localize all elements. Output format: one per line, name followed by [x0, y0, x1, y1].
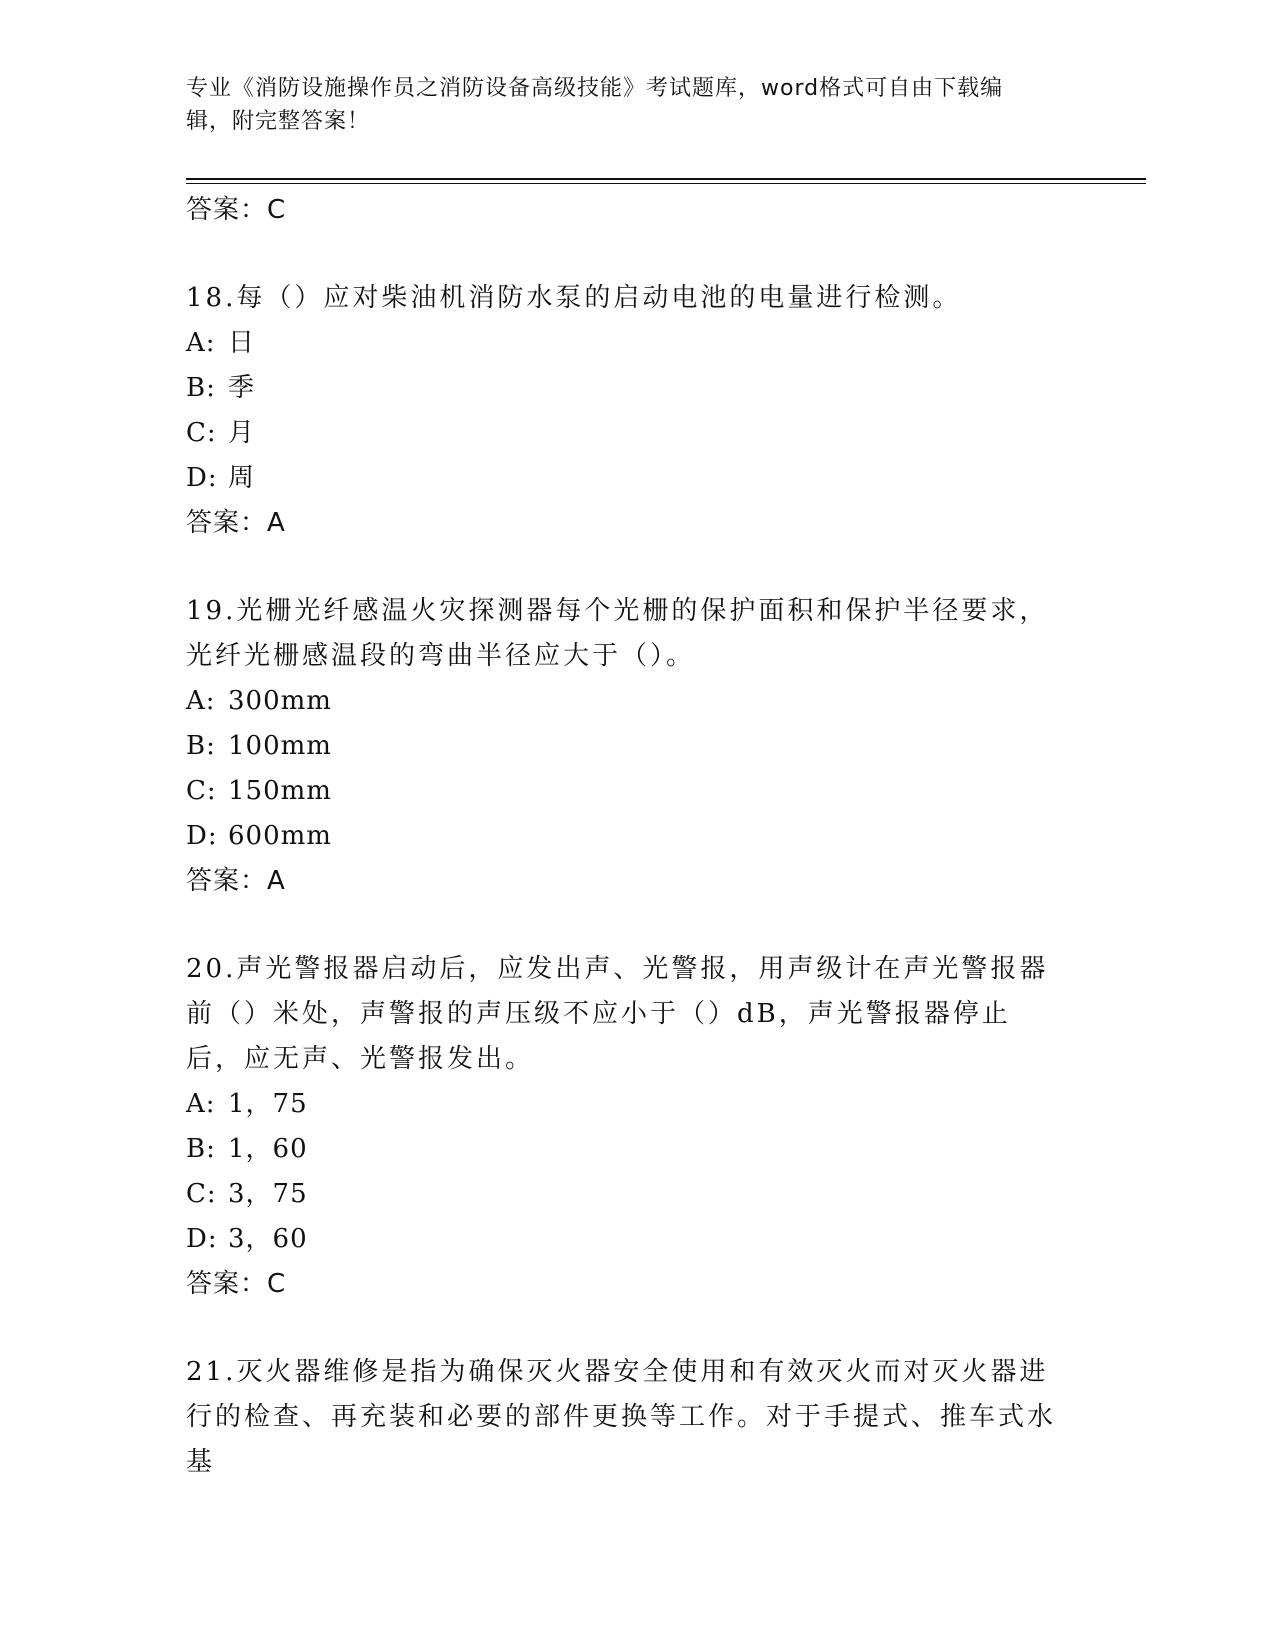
option-c	[186, 1172, 1086, 1217]
answer-line: 答案：A	[186, 866, 286, 896]
header-divider	[186, 178, 1146, 180]
option-text: 月	[228, 418, 256, 448]
option-d	[186, 814, 1086, 859]
option-a	[186, 1082, 1086, 1127]
option-d	[186, 456, 1086, 501]
question-stem: 19.光栅光纤感温火灾探测器每个光栅的保护面积和保护半径要求，光纤光栅感温段的弯曲半径应大于（）。	[186, 596, 1049, 671]
option-b	[186, 1127, 1086, 1172]
answer-line: 答案：C	[186, 1269, 287, 1299]
option-text: 1，75	[228, 1089, 308, 1119]
header-line-1: 专业《消防设施操作员之消防设备高级技能》考试题库，word格式可自由下载编	[186, 76, 1004, 101]
option-text: 季	[228, 373, 256, 403]
question-stem: 21.灭火器维修是指为确保灭火器安全使用和有效灭火而对灭火器进行的检查、再充装和必要的部件更换等工作。对于手提式、推车式水基	[186, 1357, 1057, 1477]
option-text: 3，75	[228, 1179, 308, 1209]
option-key: A:	[186, 1089, 216, 1119]
header-line-2: 辑，附完整答案！	[186, 109, 371, 134]
option-c	[186, 411, 1086, 456]
option-key: C:	[186, 776, 217, 806]
option-text: 100mm	[228, 731, 332, 761]
option-key: A:	[186, 328, 216, 358]
option-key: B:	[186, 731, 216, 761]
option-key: D:	[186, 463, 218, 493]
question-20	[186, 947, 1086, 1307]
option-text: 日	[228, 328, 256, 358]
page-header	[186, 72, 1066, 138]
option-text: 300mm	[228, 686, 332, 716]
option-text: 周	[228, 463, 256, 493]
option-a	[186, 679, 1086, 724]
question-19	[186, 589, 1086, 904]
option-c	[186, 769, 1086, 814]
answer-line: 答案：C	[186, 195, 287, 225]
option-key: B:	[186, 373, 216, 403]
option-key: B:	[186, 1134, 216, 1164]
option-text: 1，60	[228, 1134, 308, 1164]
question-stem: 18.每（）应对柴油机消防水泵的启动电池的电量进行检测。	[186, 283, 962, 313]
option-key: C:	[186, 418, 217, 448]
option-b	[186, 724, 1086, 769]
option-key: C:	[186, 1179, 217, 1209]
option-d	[186, 1217, 1086, 1262]
option-key: D:	[186, 1224, 218, 1254]
option-key: A:	[186, 686, 216, 716]
option-key: D:	[186, 821, 218, 851]
question-18	[186, 276, 1086, 546]
question-stem: 20.声光警报器启动后，应发出声、光警报，用声级计在声光警报器前（）米处，声警报的声压级不应小于（）dB，声光警报器停止后，应无声、光警报发出。	[186, 954, 1049, 1074]
option-a	[186, 321, 1086, 366]
answer-line: 答案：A	[186, 508, 286, 538]
option-b	[186, 366, 1086, 411]
question-21	[186, 1350, 1086, 1485]
option-text: 3，60	[228, 1224, 308, 1254]
option-text: 150mm	[228, 776, 332, 806]
header-divider-thin	[186, 183, 1146, 184]
option-text: 600mm	[228, 821, 332, 851]
question-list	[186, 188, 1086, 1485]
